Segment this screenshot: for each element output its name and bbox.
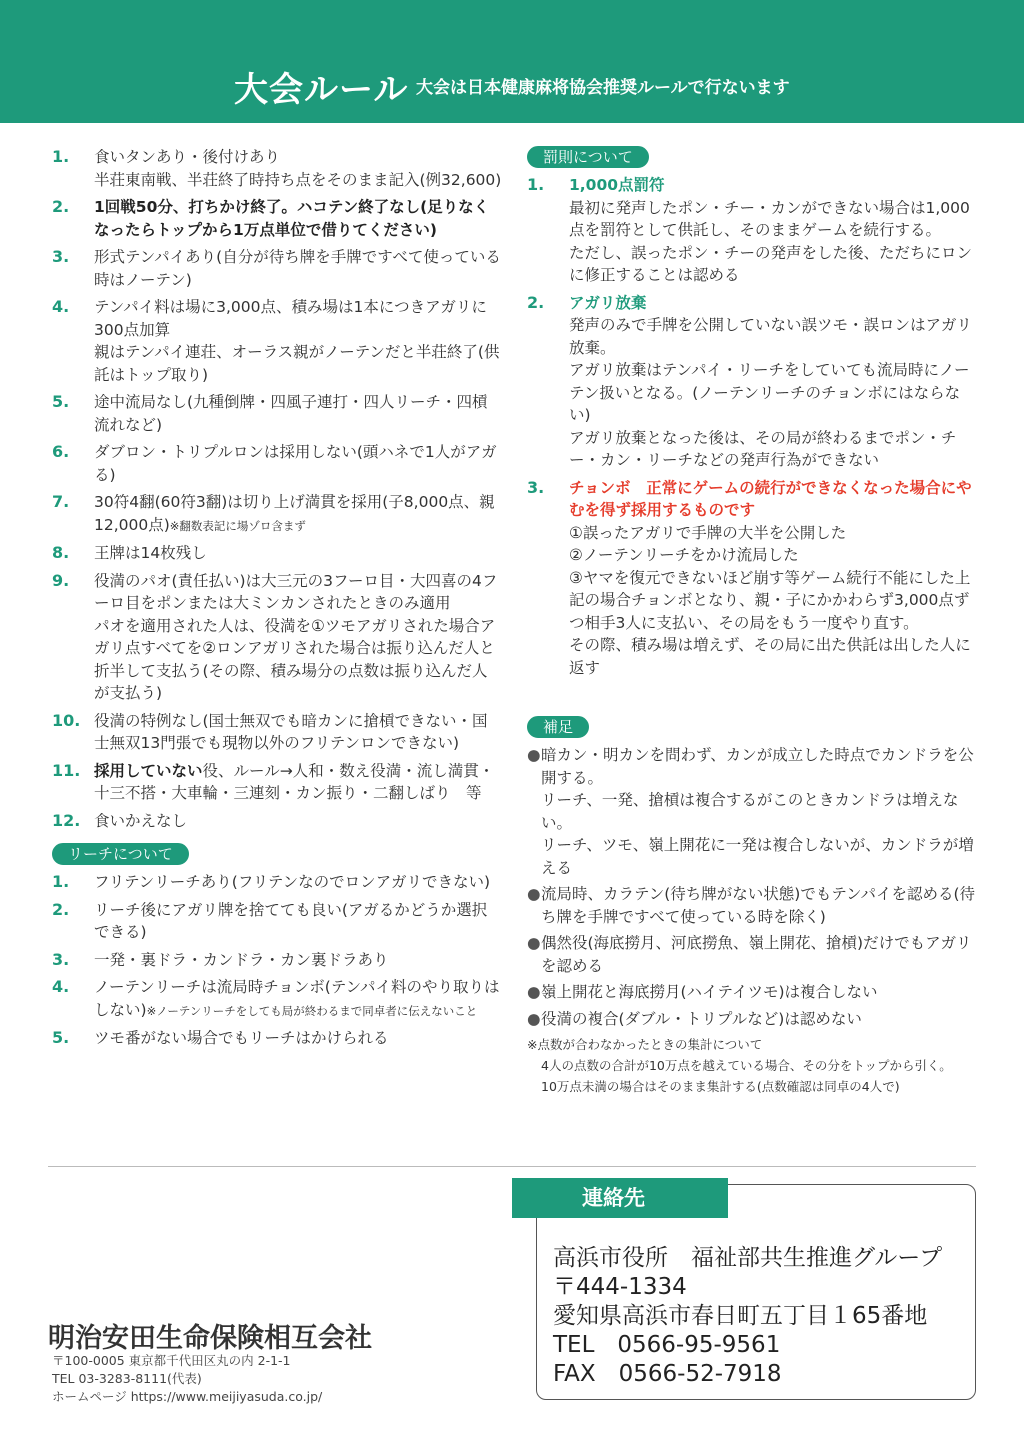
supplement-item (527, 932, 977, 977)
penalty-line: アガリ放棄となった後は、その局が終わるまでポン・チー・カン・リーチなどの発声行為ができない (569, 428, 957, 469)
penalty-line: ただし、誤ったポン・チーの発声をした後、ただちにロンに修正することは認める (569, 243, 973, 284)
rule-line: 途中流局なし(九種倒牌・四風子連打・四人リーチ・四槓流れなど) (94, 393, 488, 434)
rule-item (52, 760, 502, 805)
rule-number: 2. (52, 197, 70, 216)
supplement-item (527, 883, 977, 928)
supplement-text (541, 744, 977, 879)
supplement-note: 10万点未満の場合はそのまま集計する(点数確認は同卓の4人で) (541, 1079, 900, 1094)
reach-section-label: リーチについて (52, 843, 189, 865)
rule-line: 半荘東南戦、半荘終了時持ち点をそのまま記入(例32,600) (94, 170, 502, 189)
penalty-section-label: 罰則について (527, 146, 649, 168)
reach-line: ツモ番がない場合でもリーチはかけられる (94, 1029, 389, 1047)
rule-item (52, 570, 502, 705)
supplement-line: 嶺上開花と海底撈月(ハイテイツモ)は複合しない (541, 983, 878, 1001)
reach-number: 1. (52, 872, 70, 891)
reach-item (52, 871, 502, 894)
rule-line: パオを適用された人は、役満を①ツモアガリされた場合アガリ点すべてを②ロンアガリされた場合は振り込んだ人と折半して支払う(その際、積み場分の点数は振り込んだ人が支払う) (94, 616, 496, 702)
rule-item (52, 441, 502, 486)
contact-postal: 〒444-1334 (553, 1274, 687, 1300)
company-name: 明治安田生命保険相互会社 (48, 1323, 372, 1354)
rule-line: 1回戦50分、打ちかけ終了。ハコテン終了なし(足りなくなったらトップから1万点単位で借りてください) (94, 198, 490, 239)
rule-line: テンパイ料は場に3,000点、積み場は1本につきアガリに300点加算 (94, 298, 487, 339)
bullet-dot: ● (527, 1009, 541, 1028)
supplement-line: 暗カン・明カンを問わず、カンが成立した時点でカンドラを公開する。 (541, 746, 974, 787)
penalty-heading-spacer (631, 479, 647, 497)
page-title: 大会ルール (234, 70, 409, 110)
supplement-notes (527, 1034, 977, 1097)
penalty-line: その際、積み場は増えず、その局に出た供託は出した人に返す (569, 636, 971, 677)
company-address (52, 1352, 322, 1406)
rule-number: 9. (52, 570, 70, 590)
supplement-section-label: 補足 (527, 716, 589, 738)
rule-line-rest: 役、ルール→人和・数え役満・流し満貫・十三不搭・大車輪・三連刻・カン振り・二翻しばり 等 (94, 761, 495, 802)
rule-line: 親はテンパイ連荘、オーラス親がノーテンだと半荘終了(供託はトップ取り) (94, 343, 500, 384)
bullet-dot: ● (527, 934, 541, 952)
reach-line: ノーテンリーチは流局時チョンボ(テンパイ料のやり取りはしない)※ノーテンリーチをしても局が終わるまで同卓者に伝えないこと (94, 978, 500, 1019)
penalty-line: 発声のみで手牌を公開していない誤ツモ・誤ロンはアガリ放棄。 (569, 316, 972, 357)
reach-line: フリテンリーチあり(フリテンなのでロンアガリできない) (94, 873, 491, 891)
penalty-heading (569, 292, 977, 315)
penalty-text (569, 292, 977, 472)
supplement-note: ※点数が合わなかったときの集計について (527, 1037, 763, 1052)
penalty-heading (569, 174, 977, 197)
penalty-line: ①誤ったアガリで手牌の大半を公開した (569, 523, 847, 542)
penalty-list (527, 174, 977, 679)
rule-number: 6. (52, 442, 70, 461)
rule-text (94, 441, 502, 486)
rule-item (52, 710, 502, 755)
supplement-item (527, 744, 977, 879)
rule-number: 3. (52, 247, 70, 266)
penalty-text (569, 174, 977, 287)
penalty-heading (569, 477, 977, 522)
penalty-line: 最初に発声したポン・チー・カンができない場合は1,000点を罰符として供託し、そのままゲームを続行する。 (569, 198, 970, 239)
page-header (0, 0, 1024, 123)
rule-text (94, 491, 502, 537)
penalty-line: アガリ放棄はテンパイ・リーチをしていても流局時にノーテン扱いとなる。(ノーテンリーチのチョンボにはならない) (569, 361, 970, 424)
penalty-item (527, 174, 977, 287)
footer-divider (48, 1166, 976, 1167)
rule-number: 1. (52, 147, 70, 166)
penalty-alert-text: 正常にゲームの続行ができなくなった場合にやむを得ず採用するものです (569, 478, 972, 519)
penalty-heading-label: チョンボ (569, 478, 631, 497)
supplement-note: 4人の点数の合計が10万点を越えている場合、その分をトップから引く。 (541, 1058, 952, 1073)
reach-text (94, 899, 502, 944)
rule-text (94, 391, 502, 436)
rule-text (94, 246, 502, 291)
rule-item (52, 391, 502, 436)
supplement-line: 偶然役(海底撈月、河底撈魚、嶺上開花、搶槓)だけでもアガリを認める (541, 934, 972, 975)
penalty-number: 2. (527, 292, 545, 312)
supplement-text (541, 883, 977, 928)
rule-item (52, 196, 502, 241)
rule-item (52, 810, 502, 833)
bullet-dot: ● (527, 746, 541, 764)
rule-number: 5. (52, 392, 70, 411)
reach-text (94, 949, 502, 972)
penalty-heading-label: 1,000点罰符 (569, 176, 665, 194)
contact-address: 愛知県高浜市春日町五丁目１65番地 (553, 1303, 928, 1329)
rule-number: 7. (52, 492, 70, 511)
homepage-link[interactable]: ホームページ https://www.meijiyasuda.co.jp/ (52, 1389, 323, 1404)
reach-number: 3. (52, 949, 70, 969)
reach-item (52, 949, 502, 972)
reach-text (94, 1027, 502, 1050)
rule-line: 王牌は14枚残し (94, 544, 207, 562)
penalty-item (527, 477, 977, 680)
reach-text (94, 871, 502, 894)
supplement-line: 流局時、カラテン(待ち牌がない状態)でもテンパイを認める(待ち牌を手牌ですべて使っている時を除く) (541, 885, 976, 926)
phone-line: TEL 03-3283-8111(代表) (52, 1371, 202, 1386)
supplement-item (527, 1008, 977, 1031)
rule-item (52, 246, 502, 291)
penalty-text (569, 477, 977, 680)
rule-text (94, 196, 502, 241)
rule-line: 役満の特例なし(国士無双でも暗カンに搶槓できない・国士無双13門張でも現物以外のフリテンロンできない) (94, 711, 488, 752)
reach-number: 5. (52, 1028, 70, 1047)
reach-line: リーチ後にアガリ牌を捨てても良い(アガるかどうか選択できる) (94, 900, 488, 941)
rule-text (94, 296, 502, 386)
rule-line: 食いかえなし (94, 811, 188, 830)
supplement-line: 役満の複合(ダブル・トリプルなど)は認めない (541, 1009, 862, 1028)
reach-number: 2. (52, 899, 70, 919)
rule-line: 食いタンあり・後付けあり (94, 148, 281, 166)
rule-item (52, 542, 502, 565)
page-subtitle: 大会は日本健康麻将協会推奨ルールで行ないます (416, 78, 790, 98)
rule-text (94, 710, 502, 755)
rule-number: 10. (52, 710, 81, 730)
rule-text (94, 810, 502, 833)
bullet-dot: ● (527, 885, 541, 903)
rule-line (94, 760, 502, 805)
rule-number: 11. (52, 760, 81, 780)
contact-tel: TEL 0566-95-9561 (553, 1332, 781, 1358)
rule-number: 12. (52, 810, 81, 830)
supplement-item (527, 981, 977, 1004)
penalty-line: ③ヤマを復元できないほど崩す等ゲーム続行不能にした上記の場合チョンボとなり、親・子にかかわらず3,000点ずつ相手3人に支払い、その局をもう一度やり直す。 (569, 568, 971, 632)
reach-list (52, 871, 502, 1050)
rule-line: 役満のパオ(責任払い)は大三元の3フーロ目・大四喜の4フーロ目をポンまたは大ミンカンされたときのみ適用 (94, 571, 498, 612)
contact-office: 高浜市役所 福祉部共生推進グループ (553, 1245, 943, 1271)
rule-text (94, 760, 502, 805)
contact-fax: FAX 0566-52-7918 (553, 1361, 782, 1387)
reach-item (52, 976, 502, 1022)
rule-number: 8. (52, 543, 70, 562)
contact-title: 連絡先 (512, 1178, 728, 1218)
rule-number: 4. (52, 297, 70, 316)
rule-bold-prefix: 採用していない (94, 761, 203, 780)
reach-text (94, 976, 502, 1022)
rule-item (52, 146, 502, 191)
reach-item (52, 899, 502, 944)
address-line: 〒100-0005 東京都千代田区丸の内 2-1-1 (52, 1353, 291, 1368)
rule-line: 形式テンパイあり(自分が待ち牌を手牌ですべて使っている時はノーテン) (94, 248, 501, 289)
supplement-text (541, 1008, 977, 1031)
contact-lines (553, 1244, 942, 1389)
supplement-line: リーチ、一発、搶槓は複合するがこのときカンドラは増えない。 (541, 791, 959, 832)
reach-number: 4. (52, 977, 70, 996)
rule-footnote: ※翻数表記に場ゾロ含まず (169, 518, 306, 533)
right-column (527, 146, 977, 1097)
rules-list (52, 146, 502, 832)
reach-line: 一発・裏ドラ・カンドラ・カン裏ドラあり (94, 950, 389, 969)
penalty-heading-label: アガリ放棄 (569, 293, 647, 312)
rule-line: 30符4翻(60符3翻)は切り上げ満貫を採用(子8,000点、親12,000点)※翻数表記に場ゾロ含まず (94, 493, 495, 534)
left-column (52, 146, 502, 1055)
penalty-line: ②ノーテンリーチをかけ流局した (569, 546, 799, 564)
reach-item (52, 1027, 502, 1050)
supplement-text (541, 932, 977, 977)
rule-text (94, 146, 502, 191)
bullet-dot: ● (527, 983, 541, 1001)
penalty-number: 1. (527, 175, 545, 194)
penalty-number: 3. (527, 477, 545, 497)
supplement-list (527, 744, 977, 1030)
rule-line: ダブロン・トリプルロンは採用しない(頭ハネで1人がアガる) (94, 443, 497, 484)
rule-text (94, 570, 502, 705)
penalty-item (527, 292, 977, 472)
supplement-line: リーチ、ツモ、嶺上開花に一発は複合しないが、カンドラが増える (541, 836, 974, 877)
rule-item (52, 491, 502, 537)
reach-footnote: ※ノーテンリーチをしても局が終わるまで同卓者に伝えないこと (146, 1003, 478, 1018)
supplement-text (541, 981, 977, 1004)
rule-text (94, 542, 502, 565)
rule-item (52, 296, 502, 386)
